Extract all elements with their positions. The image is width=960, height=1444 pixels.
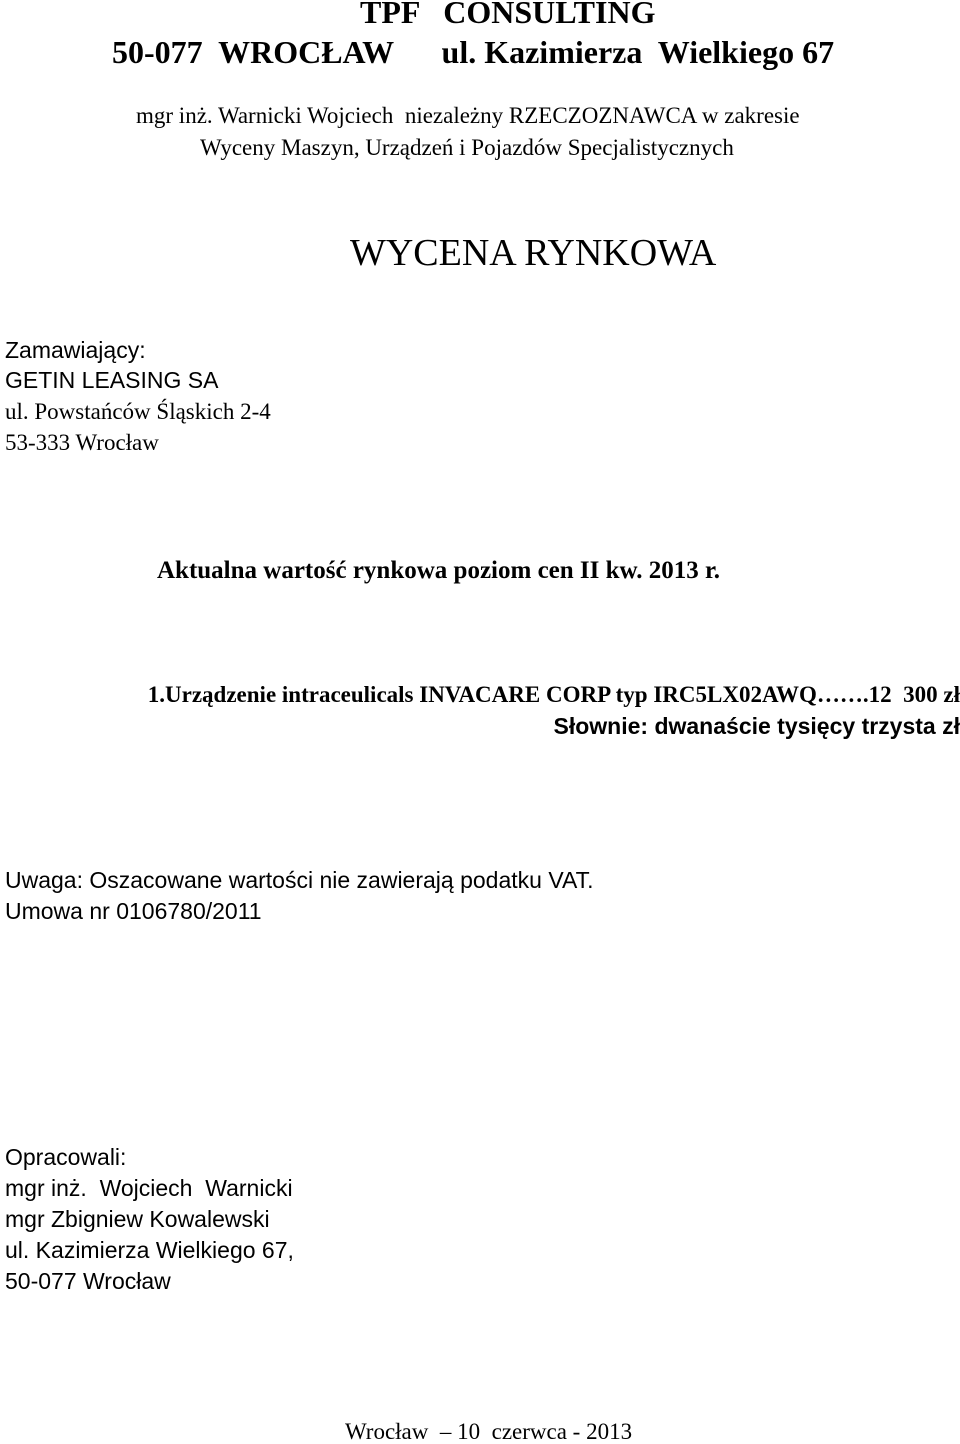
client-label: Zamawiający: (5, 337, 146, 363)
prepared-by-line: mgr inż. Wojciech Warnicki (5, 1175, 293, 1201)
valuation-heading: Aktualna wartość rynkowa poziom cen II kw. 2013 r. (157, 557, 721, 584)
prepared-by-line: mgr Zbigniew Kowalewski (5, 1206, 270, 1232)
header-expert-specialty: Wyceny Maszyn, Urządzeń i Pojazdów Specjalistycznych (200, 135, 734, 160)
client-street: ul. Powstańców Śląskich 2-4 (5, 399, 271, 424)
header-expert-line: mgr inż. Warnicki Wojciech niezależny RZECZOZNAWCA w zakresie (136, 103, 800, 128)
footer-date: Wrocław – 10 czerwca - 2013 (345, 1419, 633, 1444)
valuation-in-words: Słownie: dwanaście tysięcy trzysta zł (553, 713, 960, 739)
prepared-by-label: Opracowali: (5, 1144, 127, 1170)
contract-number: Umowa nr 0106780/2011 (5, 898, 262, 924)
client-name: GETIN LEASING SA (5, 367, 219, 393)
prepared-by-line: 50-077 Wrocław (5, 1268, 171, 1294)
document-title: WYCENA RYNKOWA (350, 232, 717, 274)
header-company-address: 50-077 WROCŁAW ul. Kazimierza Wielkiego 67 (112, 34, 835, 70)
client-city: 53-333 Wrocław (5, 430, 159, 455)
valuation-item: 1.Urządzenie intraceulicals INVACARE CORP typ IRC5LX02AWQ…….12 300 zł (147, 682, 960, 707)
vat-note: Uwaga: Oszacowane wartości nie zawierają podatku VAT. (5, 867, 594, 893)
prepared-by-line: ul. Kazimierza Wielkiego 67, (5, 1237, 294, 1263)
header-company-name: TPF CONSULTING (360, 0, 656, 30)
